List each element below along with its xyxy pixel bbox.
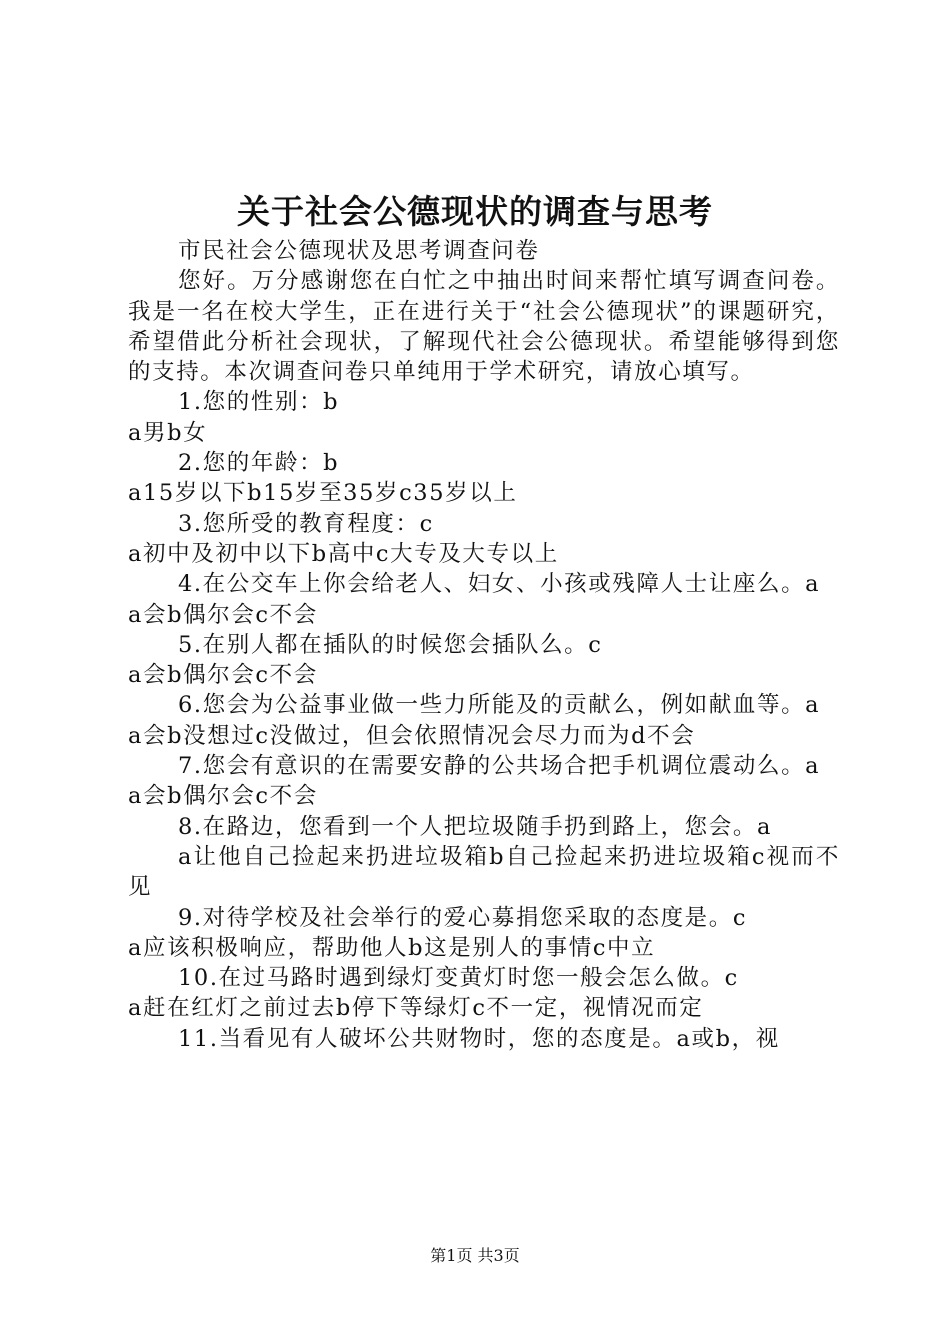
question-5: 5.在别人都在插队的时候您会插队么。c (178, 631, 603, 658)
question-8-options: a让他自己捡起来扔进垃圾箱b自己捡起来扔进垃圾箱c视而不见 (128, 843, 840, 901)
question-5-options: a会b偶尔会c不会 (128, 662, 318, 689)
question-9-options: a应该积极响应，帮助他人b这是别人的事情c中立 (128, 934, 656, 961)
question-10: 10.在过马路时遇到绿灯变黄灯时您一般会怎么做。c (178, 965, 739, 992)
question-1: 1.您的性别：b (178, 389, 340, 416)
document-title: 关于社会公德现状的调查与思考 (237, 192, 713, 231)
question-7: 7.您会有意识的在需要安静的公共场合把手机调位震动么。a (178, 753, 821, 780)
question-3: 3.您所受的教育程度：c (178, 510, 434, 537)
question-4-options: a会b偶尔会c不会 (128, 601, 318, 628)
page-footer: 第1页 共3页 (430, 1246, 520, 1265)
question-6-options: a会b没想过c没做过，但会依照情况会尽力而为d不会 (128, 722, 696, 749)
intro-paragraph: 您好。万分感谢您在白忙之中抽出时间来帮忙填写调查问卷。我是一名在校大学生，正在进行关于“社会公德现状”的课题研究，希望借此分析社会现状，了解现代社会公德现状。希望能够得到您的支持。本次调查问卷只单纯用于学术研究，请放心填写。 (128, 268, 840, 386)
question-11: 11.当看见有人破坏公共财物时，您的态度是。a或b，视 (178, 1025, 780, 1052)
question-3-options: a初中及初中以下b高中c大专及大专以上 (128, 540, 559, 567)
question-2-options: a15岁以下b15岁至35岁c35岁以上 (128, 480, 518, 507)
question-10-options: a赶在红灯之前过去b停下等绿灯c不一定，视情况而定 (128, 995, 704, 1022)
questionnaire-subtitle: 市民社会公德现状及思考调查问卷 (178, 238, 540, 264)
question-9: 9.对待学校及社会举行的爱心募捐您采取的态度是。c (178, 904, 748, 931)
document-body (128, 236, 840, 1054)
question-1-options: a男b女 (128, 419, 208, 446)
question-2: 2.您的年龄：b (178, 450, 340, 477)
question-8: 8.在路边，您看到一个人把垃圾随手扔到路上，您会。a (178, 813, 772, 840)
question-4: 4.在公交车上你会给老人、妇女、小孩或残障人士让座么。a (178, 571, 821, 598)
question-6: 6.您会为公益事业做一些力所能及的贡献么，例如献血等。a (178, 692, 821, 719)
question-7-options: a会b偶尔会c不会 (128, 783, 318, 810)
